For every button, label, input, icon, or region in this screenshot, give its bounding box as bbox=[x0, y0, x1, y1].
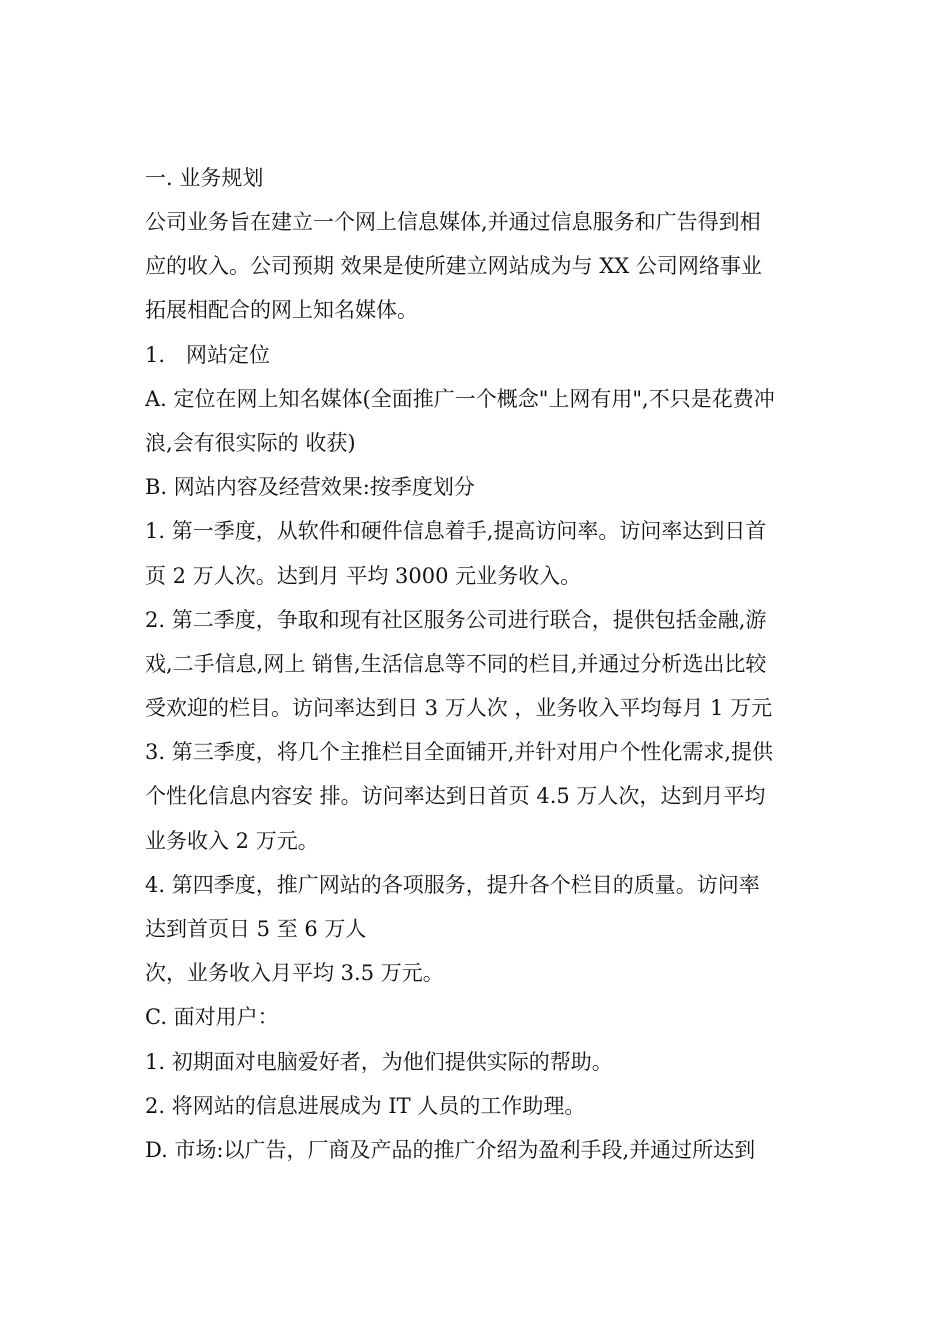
text-line: 应的收入。公司预期 效果是使所建立网站成为与 XX 公司网络事业 bbox=[145, 254, 762, 279]
text-line: 个性化信息内容安 排。访问率达到日首页 4.5 万人次，达到月平均 bbox=[145, 784, 766, 809]
text-line: 3. 第三季度，将几个主推栏目全面铺开,并针对用户个性化需求,提供 bbox=[145, 740, 774, 765]
text-line: A. 定位在网上知名媒体(全面推广一个概念"上网有用",不只是花费冲 bbox=[145, 386, 775, 411]
text-line: 4. 第四季度，推广网站的各项服务，提升各个栏目的质量。访问率 bbox=[145, 872, 760, 897]
text-line: 浪,会有很实际的 收获) bbox=[145, 430, 356, 455]
text-line: B. 网站内容及经营效果:按季度划分 bbox=[145, 475, 475, 500]
text-line: D. 市场:以广告，厂商及产品的推广介绍为盈利手段,并通过所达到 bbox=[145, 1137, 756, 1162]
document-page bbox=[145, 156, 813, 1172]
document-body bbox=[145, 200, 813, 1172]
text-line: 受欢迎的栏目。访问率达到日 3 万人次 ，业务收入平均每月 1 万元 bbox=[145, 696, 773, 721]
text-line: 1. 网站定位 bbox=[145, 342, 271, 367]
text-line: 公司业务旨在建立一个网上信息媒体,并通过信息服务和广告得到相 bbox=[145, 210, 761, 234]
text-line: 戏,二手信息,网上 销售,生活信息等不同的栏目,并通过分析选出比较 bbox=[145, 651, 767, 676]
text-line: 业务收入 2 万元。 bbox=[145, 828, 319, 853]
text-line: C. 面对用户： bbox=[145, 1005, 279, 1030]
text-line: 达到首页日 5 至 6 万人 bbox=[145, 917, 367, 941]
text-line: 1. 初期面对电脑爱好者，为他们提供实际的帮助。 bbox=[145, 1049, 613, 1074]
text-line: 次，业务收入月平均 3.5 万元。 bbox=[145, 961, 444, 986]
text-line: 页 2 万人次。达到月 平均 3000 元业务收入。 bbox=[145, 563, 582, 588]
text-line: 2. 第二季度，争取和现有社区服务公司进行联合，提供包括金融,游 bbox=[145, 607, 767, 632]
text-line: 2. 将网站的信息进展成为 IT 人员的工作助理。 bbox=[145, 1093, 586, 1118]
text-line: 拓展相配合的网上知名媒体。 bbox=[145, 298, 418, 323]
text-line: 1. 第一季度，从软件和硬件信息着手,提高访问率。访问率达到日首 bbox=[145, 519, 767, 544]
section-heading: 一. 业务规划 bbox=[145, 166, 264, 190]
